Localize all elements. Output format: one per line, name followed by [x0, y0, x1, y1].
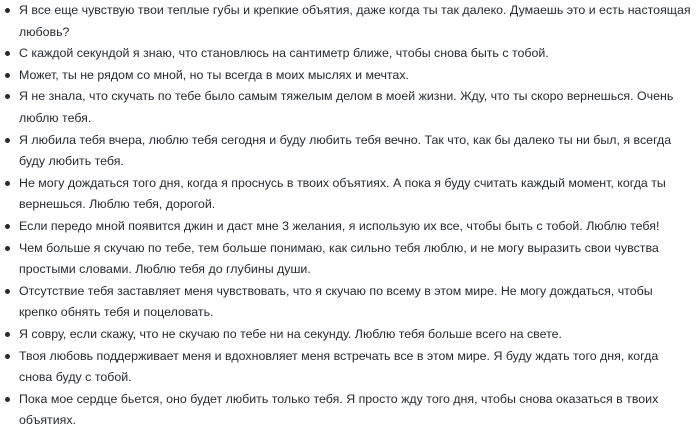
list-item: [0, 238, 694, 281]
list-item: [0, 216, 694, 238]
list-item: [0, 281, 694, 324]
bullet-icon: [5, 73, 10, 78]
list-item-text: Может, ты не рядом со мной, но ты всегда в моих мыслях и мечтах.: [19, 67, 409, 82]
bullet-icon: [5, 94, 10, 99]
list-item: [0, 173, 694, 216]
list-item-text: Я совру, если скажу, что не скучаю по тебе ни на секунду. Люблю тебя больше всего на свете.: [19, 326, 562, 341]
list-item-text: С каждой секундой я знаю, что становлюсь на сантиметр ближе, чтобы снова быть с тобой.: [19, 46, 549, 61]
list-item-text: Не могу дождаться того дня, когда я проснусь в твоих объятиях. А пока я буду считать каждый момент, когда ты вернешься. Люблю тебя, дорогой.: [19, 175, 666, 212]
bullet-icon: [5, 224, 10, 229]
bullet-icon: [5, 289, 10, 294]
list-item-text: Чем больше я скучаю по тебе, тем больше понимаю, как сильно тебя люблю, и не могу выразить свои чувства простыми словами. Люблю тебя до глубины души.: [19, 240, 659, 277]
list-item: [0, 389, 694, 432]
bullet-icon: [5, 397, 10, 402]
list-item-text: Я любила тебя вчера, люблю тебя сегодня и буду любить тебя вечно. Так что, как бы далеко ты ни был, я всегда буду любить тебя.: [19, 132, 672, 169]
list-item: [0, 43, 694, 65]
list-item: [0, 324, 694, 346]
list-item-text: Я все еще чувствую твои теплые губы и крепкие объятия, даже когда ты так далеко. Думаешь это и есть настоящая любовь?: [19, 3, 691, 39]
list-item: [0, 0, 694, 43]
list-item: [0, 130, 694, 173]
bullet-icon: [5, 354, 10, 359]
bullet-icon: [5, 332, 10, 337]
list-item: [0, 346, 694, 389]
bullet-icon: [5, 181, 10, 186]
list-item-text: Отсутствие тебя заставляет меня чувствовать, что я скучаю по всему в этом мире. Не могу дождаться, чтобы крепко обнять тебя и поцеловать.: [19, 283, 653, 320]
list-item-text: Пока мое сердце бьется, оно будет любить только тебя. Я просто жду того дня, чтобы снова оказаться в твоих объятиях.: [19, 391, 659, 428]
list-item-text: Я не знала, что скучать по тебе было самым тяжелым делом в моей жизни. Жду, что ты скоро вернешься. Очень люблю тебя.: [19, 89, 674, 125]
bullet-icon: [5, 246, 10, 251]
list-item: [0, 65, 694, 87]
bullet-icon: [5, 8, 10, 13]
list-item-text: Если передо мной появится джин и даст мне 3 желания, я использую их все, чтобы быть с тобой. Люблю тебя!: [19, 218, 660, 233]
bullet-icon: [5, 138, 10, 143]
list-item-text: Твоя любовь поддерживает меня и вдохновляет меня встречать все в этом мире. Я буду ждать того дня, когда снова буду с тобой.: [19, 348, 659, 385]
list-item: [0, 86, 694, 129]
bullet-icon: [5, 51, 10, 56]
